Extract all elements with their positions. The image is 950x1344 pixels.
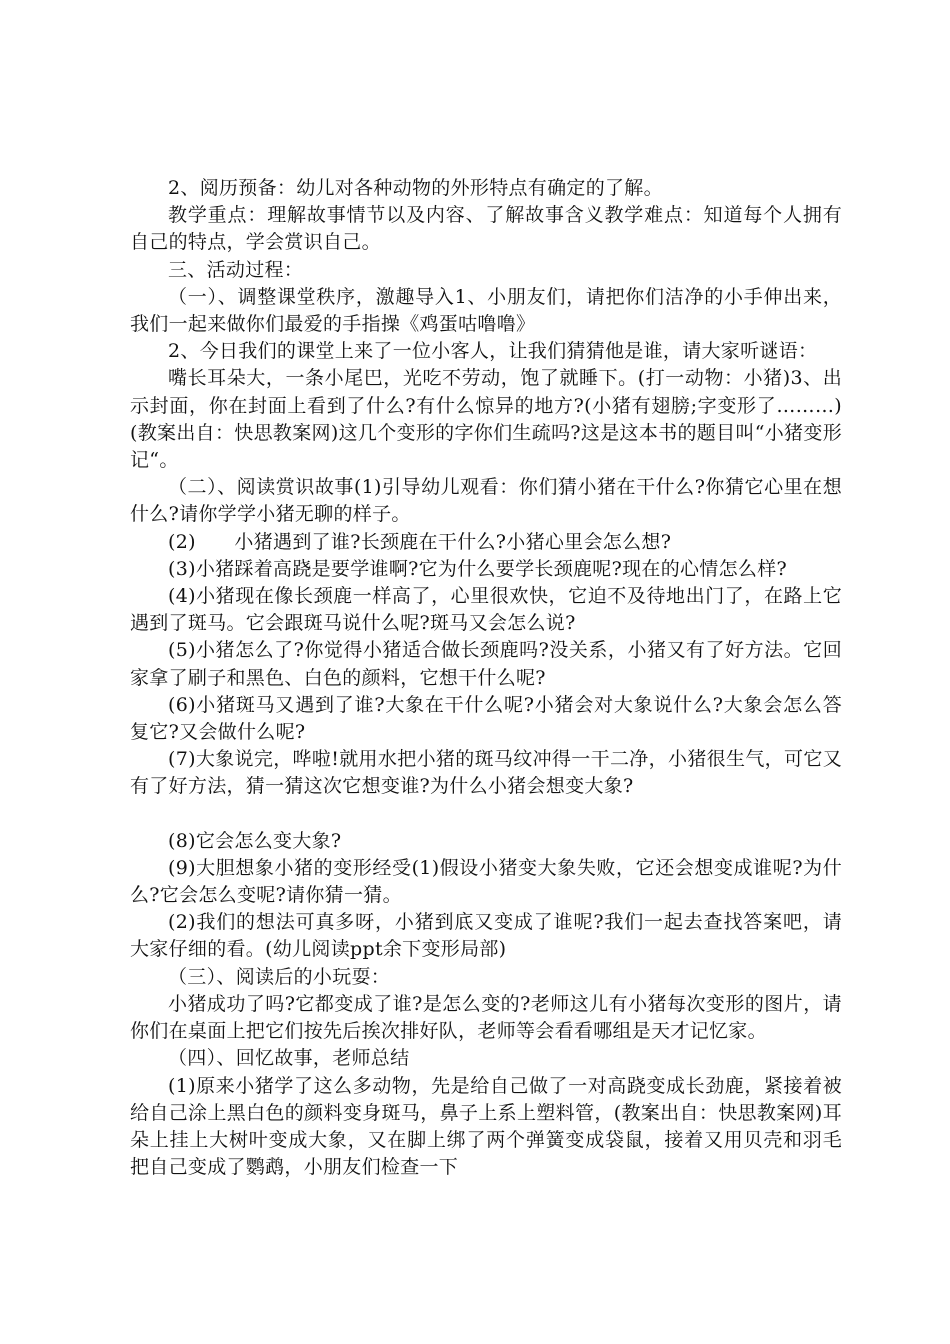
paragraph-riddle: 嘴长耳朵大，一条小尾巴，光吃不劳动，饱了就睡下。(打一动物：小猪)3、出示封面，你在封面上看到了什么?有什么惊异的地方?(小猪有翅膀;字变形了………)(教案出自：快思教案网)这几个变形的字你们生疏吗?这是这本书的题目叫“小猪变形记“。 (130, 367, 842, 472)
paragraph-summary-1: (1)原来小猪学了这么多动物，先是给自己做了一对高跷变成长劲鹿，紧接着被给自己涂上黑白色的颜料变身斑马，鼻子上系上塑料管，(教案出自：快思教案网)耳朵上挂上大树叶变成大象，又在脚上绑了两个弹簧变成袋鼠，接着又用贝壳和羽毛把自己变成了鹦鹉，小朋友们检查一下 (130, 1074, 842, 1179)
paragraph-riddle-intro: 2、今日我们的课堂上来了一位小客人，让我们猜猜他是谁，请大家听谜语： (168, 340, 818, 363)
document-page (130, 175, 842, 1181)
paragraph-question-8: (8)它会怎么变大象? (168, 829, 342, 852)
section-heading-game: （三）、阅读后的小玩耍： (168, 965, 391, 988)
paragraph-question-9-2: (2)我们的想法可真多呀，小猪到底又变成了谁呢?我们一起去查找答案吧，请大家仔细的看。(幼儿阅读ppt余下变形局部) (130, 911, 842, 961)
paragraph-question-3: (3)小猪踩着高跷是要学谁啊?它为什么要学长颈鹿呢?现在的心情怎么样? (168, 557, 787, 580)
paragraph-question-6: (6)小猪斑马又遇到了谁?大象在干什么呢?小猪会对大象说什么?大象会怎么答复它?又会做什么呢? (130, 693, 842, 744)
paragraph-step-2: （二）、阅读赏识故事(1)引导幼儿观看：你们猜小猪在干什么?你猜它心里在想什么?请你学学小猪无聊的样子。 (130, 476, 842, 526)
paragraph-step-1: （一）、调整课堂秩序，激趣导入1、小朋友们，请把你们洁净的小手伸出来，我们一起来做你们最爱的手指操《鸡蛋咕噜噜》 (130, 285, 842, 336)
paragraph-question-4: (4)小猪现在像长颈鹿一样高了，心里很欢快，它迫不及待地出门了，在路上它遇到了斑马。它会跟斑马说什么呢?斑马又会怎么说? (130, 585, 842, 635)
section-heading-summary: （四）、回忆故事，老师总结 (168, 1047, 410, 1070)
paragraph-game: 小猪成功了吗?它都变成了谁?是怎么变的?老师这儿有小猪每次变形的图片，请你们在桌面上把它们按先后挨次排好队，老师等会看看哪组是天才记忆家。 (130, 992, 842, 1043)
section-heading-process: 三、活动过程： (168, 258, 304, 281)
paragraph-question-9: (9)大胆想象小猪的变形经受(1)假设小猪变大象失败，它还会想变成谁呢?为什么?它会怎么变呢?请你猜一猜。 (130, 856, 842, 907)
paragraph-preparation: 2、阅历预备：幼儿对各种动物的外形特点有确定的了解。 (168, 177, 663, 199)
paragraph-question-5: (5)小猪怎么了?你觉得小猪适合做长颈鹿吗?没关系，小猪又有了好方法。它回家拿了刷子和黑色、白色的颜料，它想干什么呢? (130, 639, 842, 689)
paragraph-question-7: (7)大象说完，哗啦!就用水把小猪的斑马纹冲得一干二净，小猪很生气，可它又有了好方法，猜一猜这次它想变谁?为什么小猪会想变大象? (130, 748, 842, 798)
paragraph-question-2: (2) 小猪遇到了谁?长颈鹿在干什么?小猪心里会怎么想? (168, 530, 672, 553)
paragraph-key-points: 教学重点：理解故事情节以及内容、了解故事含义教学难点：知道每个人拥有自己的特点，学会赏识自己。 (130, 204, 842, 254)
